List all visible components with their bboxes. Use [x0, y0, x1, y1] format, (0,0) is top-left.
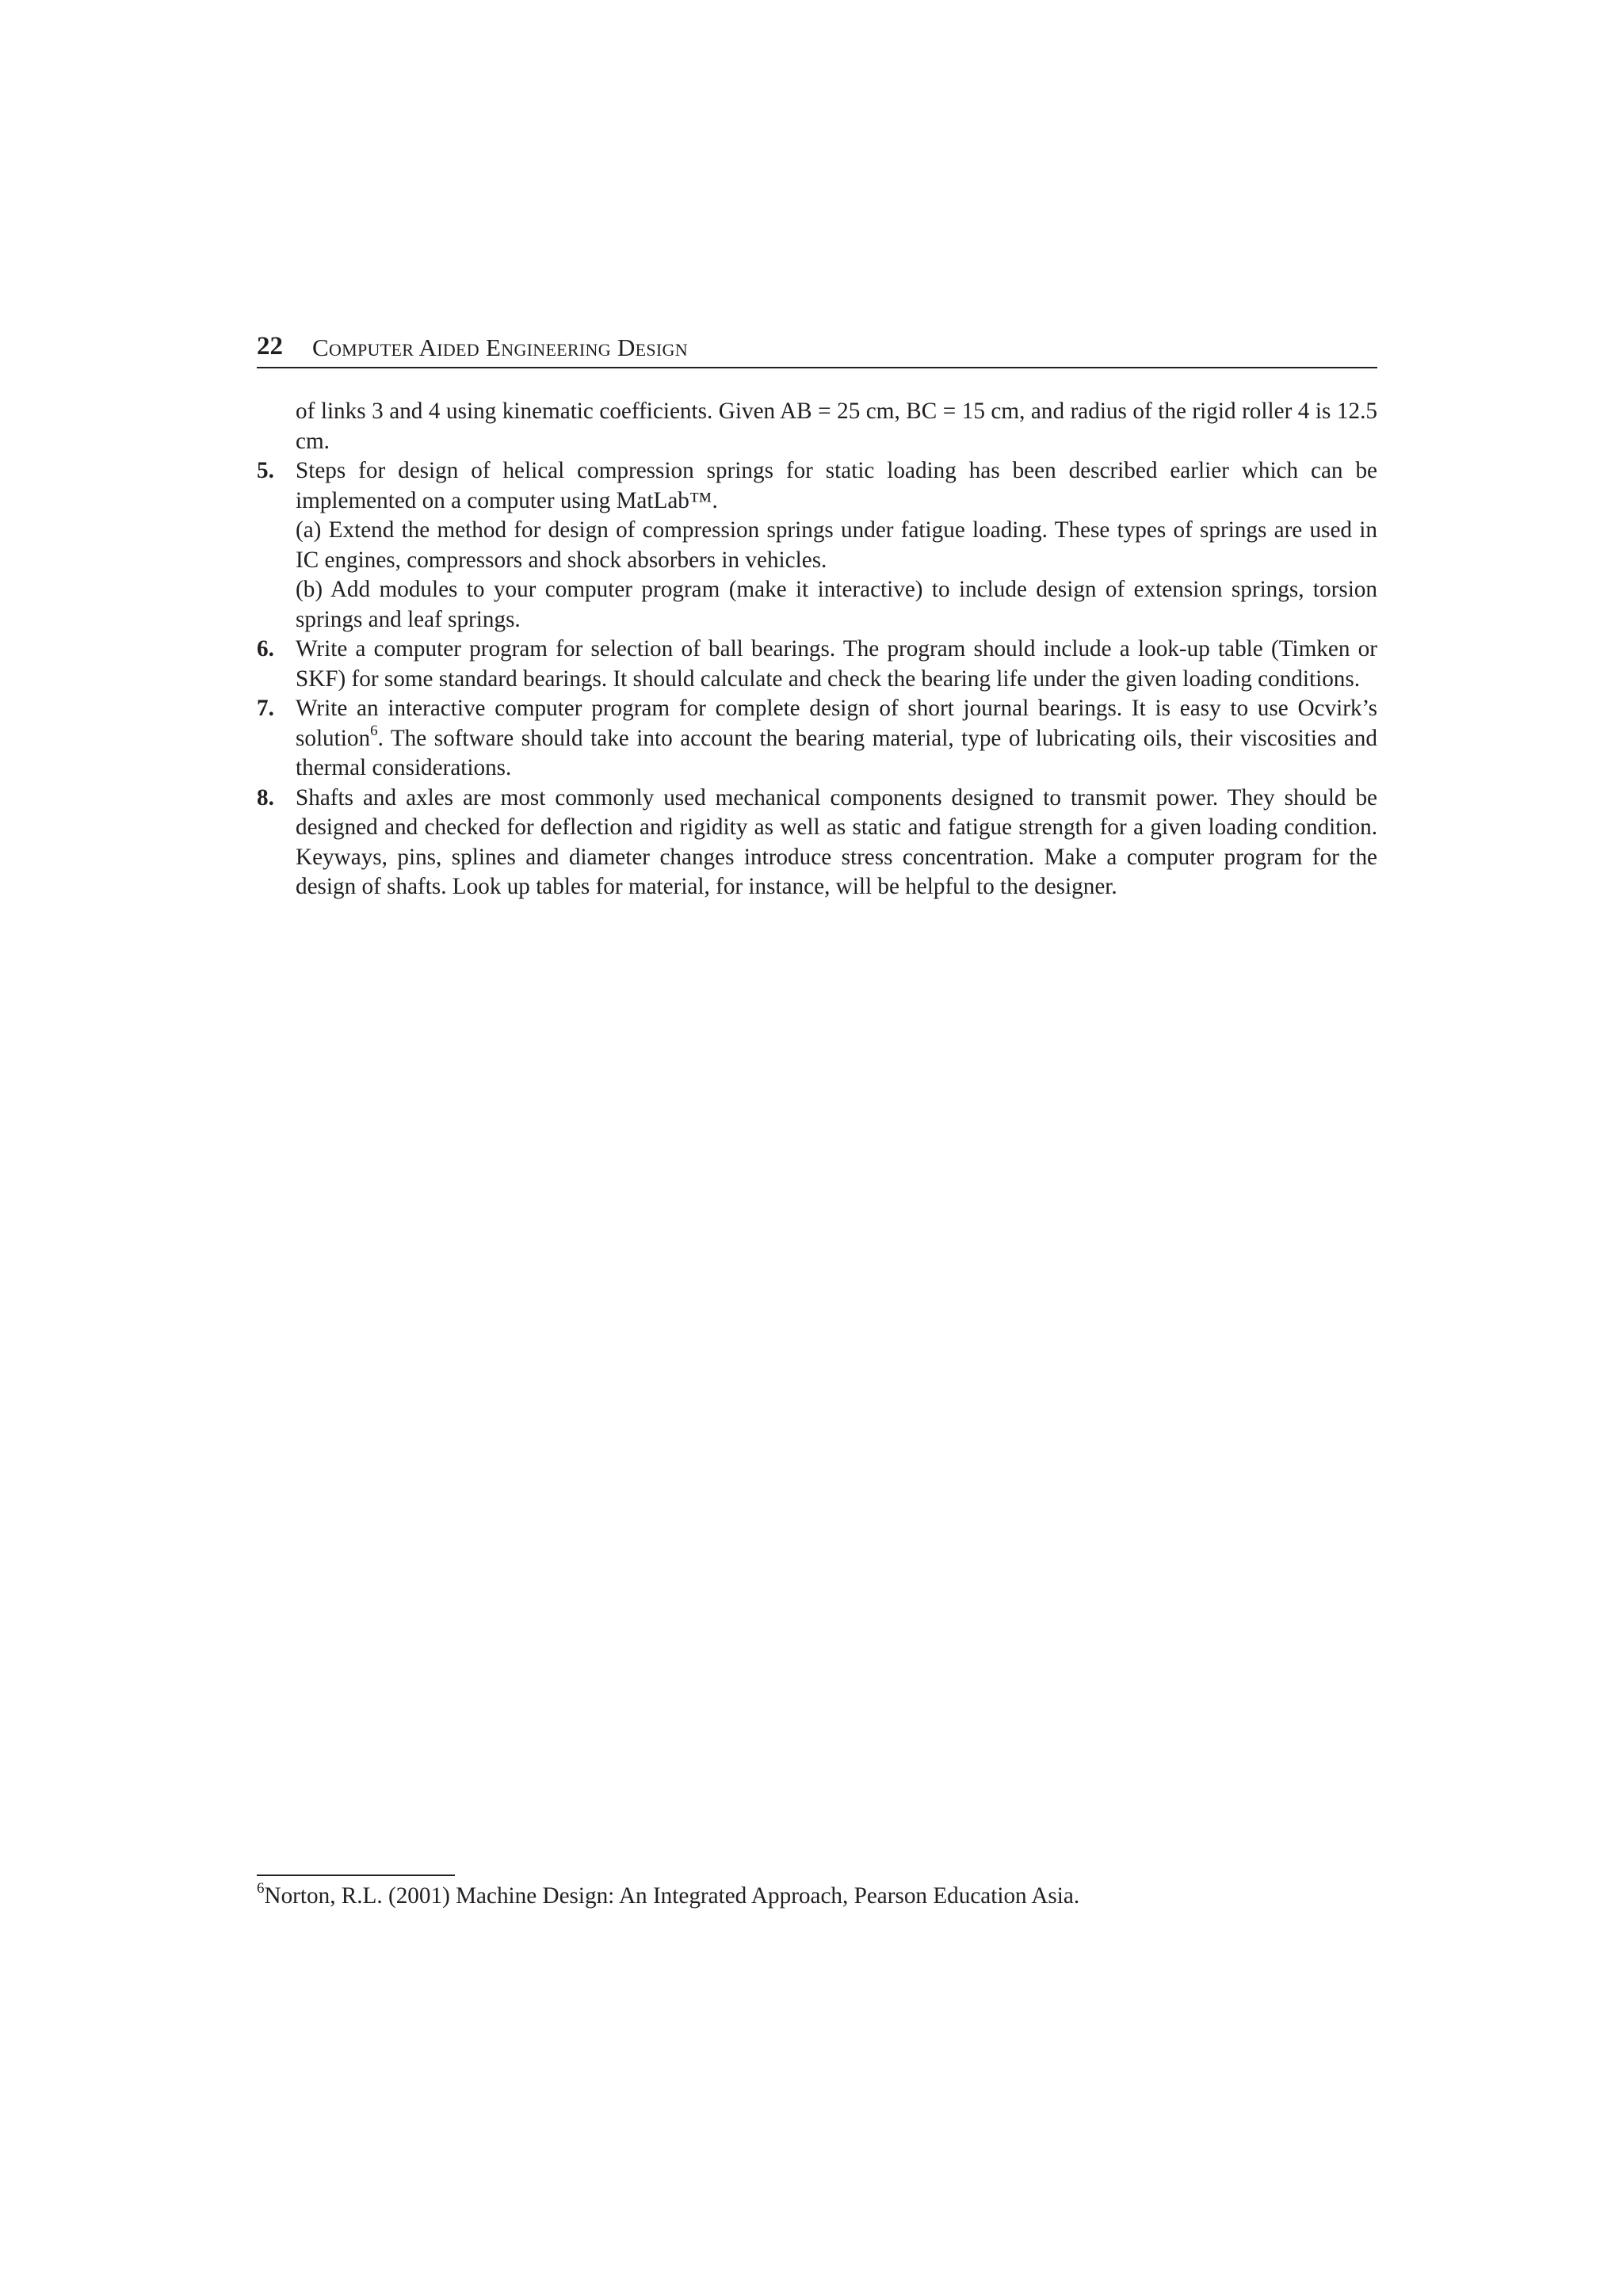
exercise-subpart-b: (b) Add modules to your computer program (make it interactive) to include design of extension springs, torsion springs and leaf springs. — [296, 577, 1377, 632]
exercise-text-after-ref: . The software should take into account the bearing material, type of lubricating oils, their viscosities and thermal considerations. — [296, 725, 1377, 780]
exercise-item-7 — [257, 694, 1377, 784]
running-header — [257, 329, 1377, 368]
footnote — [257, 1880, 1079, 1912]
footnote-reference: 6 — [370, 722, 378, 739]
exercise-item-6 — [257, 635, 1377, 694]
footnote-divider — [257, 1875, 455, 1876]
exercise-list — [257, 397, 1377, 902]
exercise-paragraph: Write a computer program for selection of ball bearings. The program should include a look-up table (Timken or SKF) for some standard bearings. It should calculate and check the bearing life under the given loading conditions. — [296, 636, 1377, 692]
exercise-paragraph — [296, 694, 1377, 784]
exercise-number: 6. — [257, 636, 274, 662]
page-number: 22 — [257, 332, 283, 360]
exercise-number: 8. — [257, 784, 274, 810]
exercise-item-8 — [257, 784, 1377, 902]
exercise-text-before-ref: Write an interactive computer program for complete design of short journal bearings. It is easy to use Ocvirk’s solution — [296, 696, 1377, 751]
continuation-paragraph: of links 3 and 4 using kinematic coefficients. Given AB = 25 cm, BC = 15 cm, and radius of the rigid roller 4 is 12.5 cm. — [296, 399, 1377, 454]
footnote-text: Norton, R.L. (2001) Machine Design: An Integrated Approach, Pearson Education Asia. — [264, 1883, 1080, 1909]
exercise-paragraph: Steps for design of helical compression springs for static loading has been described earlier which can be implemented on a computer using MatLab™. — [296, 458, 1377, 513]
exercise-paragraph: Shafts and axles are most commonly used mechanical components designed to transmit power. They should be designed and checked for deflection and rigidity as well as static and fatigue strength for a given loading condition. Keyways, pins, splines and diameter changes introduce stress concentration. Make a computer program for the design of shafts. Look up tables for material, for instance, will be helpful to the designer. — [296, 784, 1377, 899]
exercise-number: 7. — [257, 696, 274, 721]
exercise-number: 5. — [257, 458, 274, 483]
exercise-subpart-a: (a) Extend the method for design of compression springs under fatigue loading. These types of springs are used in IC engines, compressors and shock absorbers in vehicles. — [296, 517, 1377, 573]
exercise-item-5 — [257, 456, 1377, 635]
running-title: Computer Aided Engineering Design — [312, 334, 688, 361]
footnote-marker: 6 — [257, 1880, 265, 1897]
